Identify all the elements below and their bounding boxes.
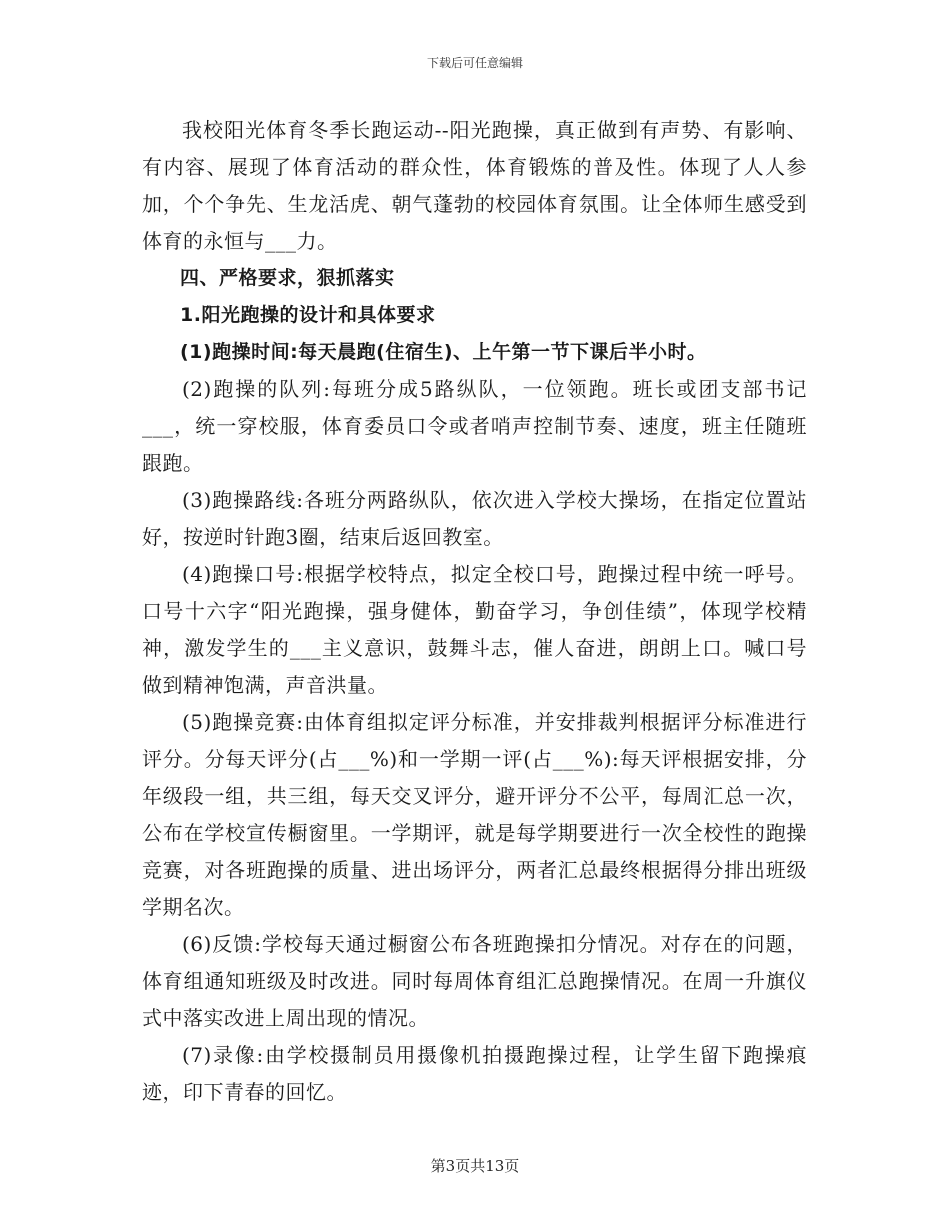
item-recording: (7)录像:由学校摄制员用摄像机拍摄跑操过程，让学生留下跑操痕迹，印下青春的回忆。 [142,1043,807,1104]
item-slogan: (4)跑操口号:根据学校特点，拟定全校口号，跑操过程中统一呼号。口号十六字“阳光跑操，强身健体，勤奋学习，争创佳绩”，体现学校精神，激发学生的___主义意识，鼓舞斗志，催人奋进，朗朗上口。喊口号做到精神饱满，声音洪量。 [142,562,807,697]
section-heading: 四、严格要求，狠抓落实 [180,267,395,289]
subsection-heading: 1.阳光跑操的设计和具体要求 [180,304,436,326]
document-body [142,112,807,1111]
item-running-time: (1)跑操时间:每天晨跑(住宿生)、上午第一节下课后半小时。 [180,341,707,363]
item-feedback: (6)反馈:学校每天通过橱窗公布各班跑操扣分情况。对存在的问题，体育组通知班级及时改进。同时每周体育组汇总跑操情况。在周一升旗仪式中落实改进上周出现的情况。 [142,932,807,1030]
item-route: (3)跑操路线:各班分两路纵队，依次进入学校大操场，在指定位置站好，按逆时针跑3圈，结束后返回教室。 [142,488,807,549]
page-number: 第3页共13页 [430,1157,520,1175]
paragraph-intro: 我校阳光体育冬季长跑运动--阳光跑操，真正做到有声势、有影响、有内容、展现了体育活动的群众性，体育锻炼的普及性。体现了人人参加，个个争先、生龙活虎、朝气蓬勃的校园体育氛围。让全体师生感受到体育的永恒与___力。 [142,118,807,253]
item-competition: (5)跑操竞赛:由体育组拟定评分标准，并安排裁判根据评分标准进行评分。分每天评分(占___%)和一学期一评(占___%):每天评根据安排，分年级段一组，共三组，每天交叉评分，避开评分不公平，每周汇总一次，公布在学校宣传橱窗里。一学期评，就是每学期要进行一次全校性的跑操竞赛，对各班跑操的质量、进出场评分，两者汇总最终根据得分排出班级学期名次。 [142,710,807,919]
item-formation: (2)跑操的队列:每班分成5路纵队，一位领跑。班长或团支部书记___，统一穿校服，体育委员口令或者哨声控制节奏、速度，班主任随班跟跑。 [142,377,807,475]
header-note: 下载后可任意编辑 [426,56,523,70]
